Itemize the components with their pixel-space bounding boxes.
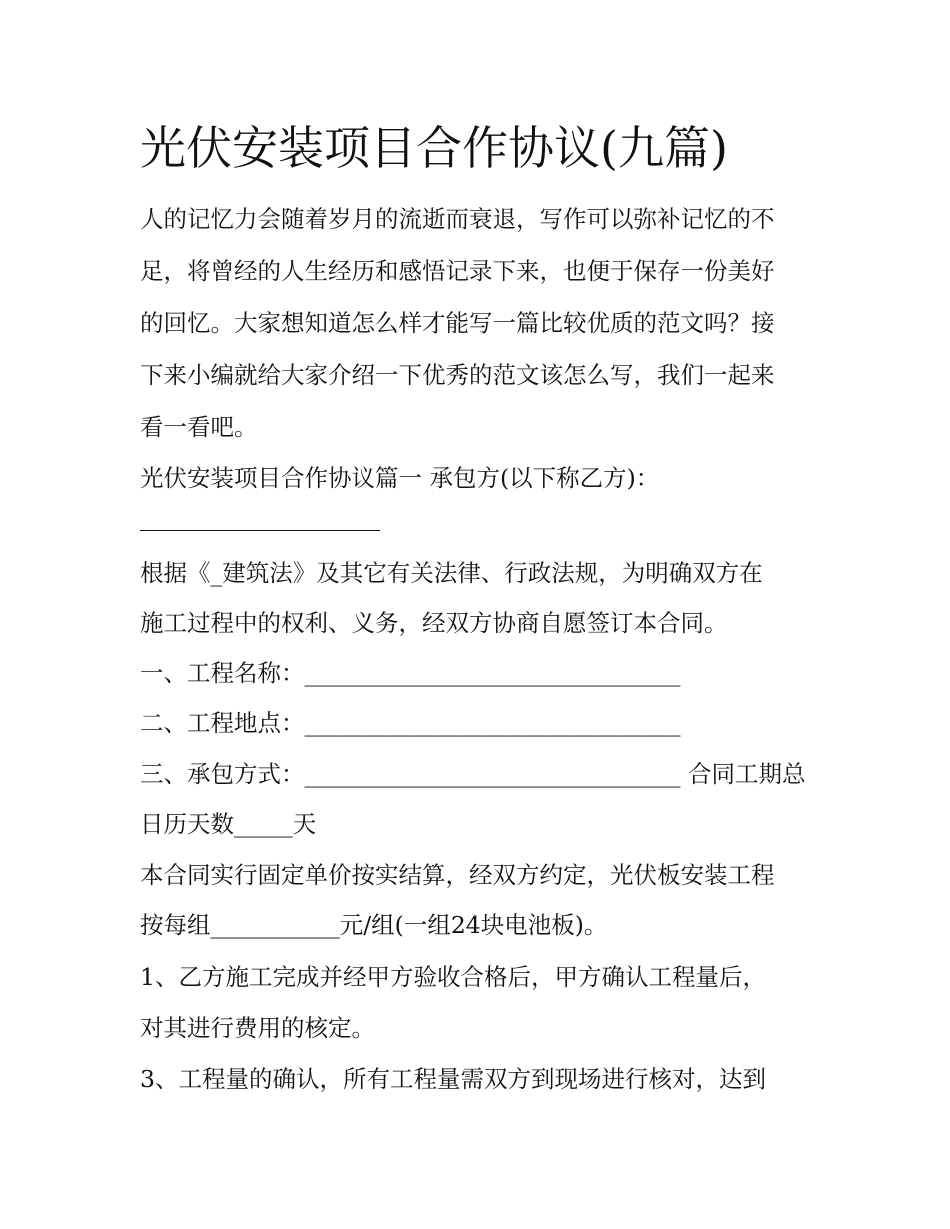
body-line: 一、工程名称：________________________________ [140, 659, 681, 687]
body-line: 三、承包方式：________________________________ 合同工期总 [140, 760, 806, 788]
intro-line: 下来小编就给大家介绍一下优秀的范文该怎么写，我们一起来 [140, 361, 775, 389]
fill-in-blank-line [140, 530, 380, 531]
intro-line: 的回忆。大家想知道怎么样才能写一篇比较优质的范文吗？接 [140, 309, 775, 337]
body-line: 1、乙方施工完成并经甲方验收合格后，甲方确认工程量后， [140, 963, 766, 991]
body-line: 本合同实行固定单价按实结算，经双方约定，光伏板安装工程 [140, 861, 775, 889]
document-title: 光伏安装项目合作协议(九篇) [140, 121, 728, 175]
intro-line: 足，将曾经的人生经历和感悟记录下来，也便于保存一份美好 [140, 257, 775, 285]
body-line: 根据《_建筑法》及其它有关法律、行政法规，为明确双方在 [140, 559, 763, 587]
body-line: 施工过程中的权利、义务，经双方协商自愿签订本合同。 [140, 609, 728, 637]
body-line: 日历天数_____天 [140, 810, 317, 838]
section-heading: 光伏安装项目合作协议篇一 承包方(以下称乙方)： [140, 464, 660, 492]
body-line: 对其进行费用的核定。 [140, 1014, 375, 1042]
body-line: 按每组___________元/组(一组24块电池板)。 [140, 911, 608, 939]
body-line: 3、工程量的确认，所有工程量需双方到现场进行核对，达到 [140, 1065, 766, 1093]
intro-line: 人的记忆力会随着岁月的流逝而衰退，写作可以弥补记忆的不 [140, 205, 775, 233]
intro-line: 看一看吧。 [140, 413, 258, 441]
body-line: 二、工程地点：________________________________ [140, 709, 681, 737]
